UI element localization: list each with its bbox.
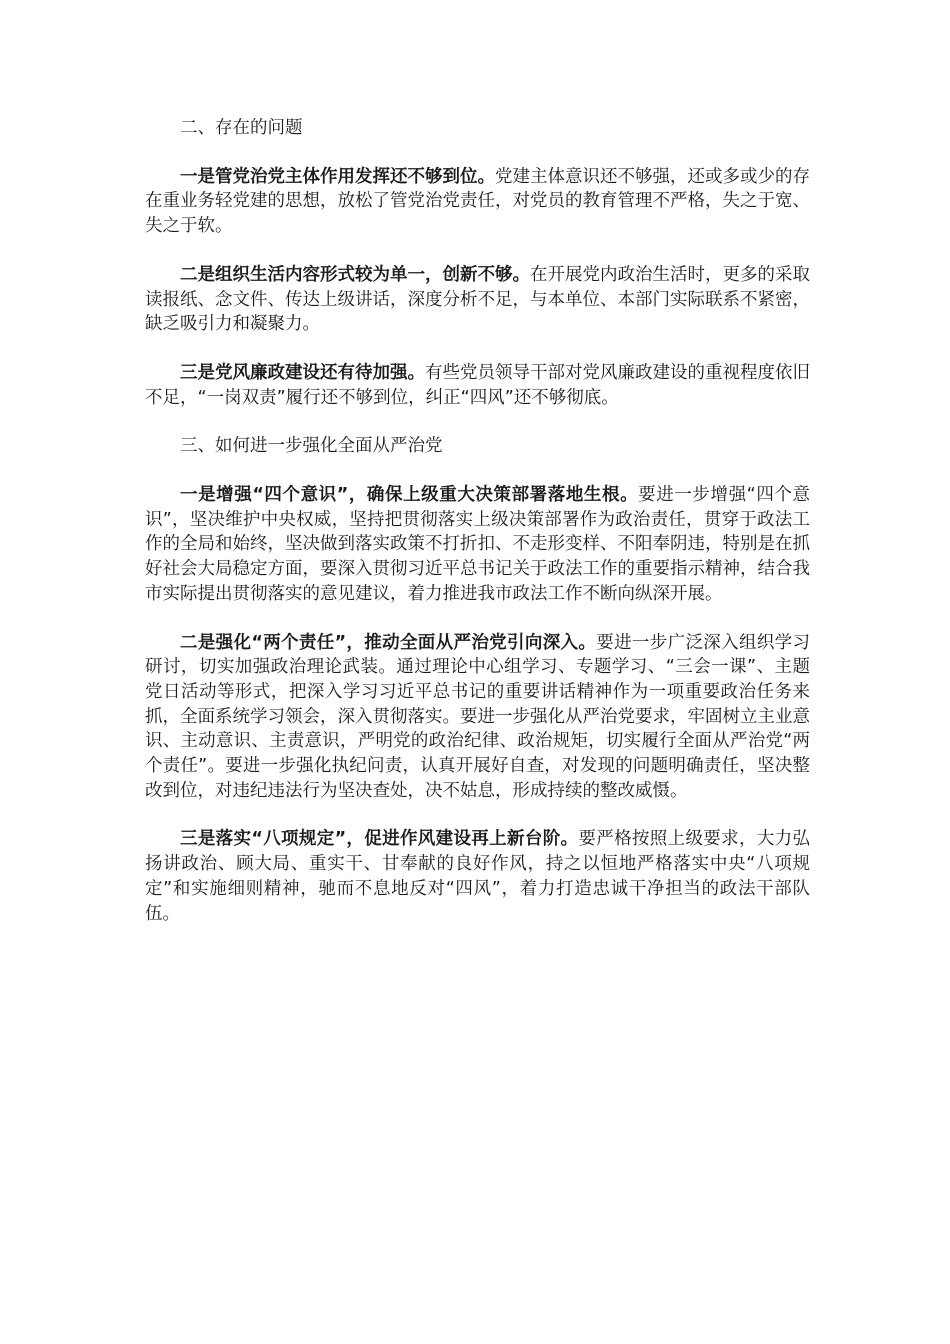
paragraph bbox=[145, 165, 810, 239]
paragraph-lead: 二是强化“两个责任”，推动全面从严治党引向深入。 bbox=[180, 632, 597, 653]
paragraph-body: 要严格按照上级要求，大力弘扬讲政治、顾大局、重实干、甘奉献的良好作风，持之以恒地严格落实中央“八项规定”和实施细则精神，驰而不息地反对“四风”，着力打造忠诚干净担当的政法干部队伍。 bbox=[145, 829, 810, 924]
section-heading: 二、存在的问题 bbox=[180, 118, 303, 138]
paragraph bbox=[145, 827, 810, 926]
paragraph-body: 有些党员领导干部对党风廉政建设的重视程度依旧不足，“一岗双责”履行还不够到位，纠正“四风”还不够彻底。 bbox=[145, 362, 810, 408]
section-heading: 三、如何进一步强化全面从严治党 bbox=[180, 436, 443, 457]
paragraph-lead: 一是管党治党主体作用发挥还不够到位。 bbox=[180, 166, 495, 187]
paragraph-lead: 二是组织生活内容形式较为单一，创新不够。 bbox=[180, 264, 530, 285]
paragraph-lead: 三是落实“八项规定”，促进作风建设再上新台阶。 bbox=[180, 829, 579, 850]
paragraph bbox=[145, 361, 810, 410]
paragraph-body: 要进一步广泛深入组织学习研讨，切实加强政治理论武装。通过理论中心组学习、专题学习、“三会一课”、主题党日活动等形式，把深入学习习近平总书记的重要讲话精神作为一项重要政治任务来抓，全面系统学习领会，深入贯彻落实。要进一步强化从严治党要求，牢固树立主业意识、主动意识、主责意识，严明党的政治纪律、政治规矩，切实履行全面从严治党“两个责任”。要进一步强化执纪问责，认真开展好自查，对发现的问题明确责任，坚决整改到位，对违纪违法行为坚决查处，决不姑息，形成持续的整改威慑。 bbox=[145, 632, 811, 801]
paragraph bbox=[145, 631, 810, 804]
paragraph bbox=[145, 263, 810, 337]
paragraph-body: 在开展党内政治生活时，更多的采取读报纸、念文件、传达上级讲话，深度分析不足，与本单位、本部门实际联系不紧密，缺乏吸引力和凝聚力。 bbox=[145, 264, 810, 335]
paragraph-body: 党建主体意识还不够强，还或多或少的存在重业务轻党建的思想，放松了管党治党责任，对党员的教育管理不严格，失之于宽、失之于软。 bbox=[145, 166, 810, 237]
paragraph bbox=[145, 483, 810, 607]
paragraph-lead: 一是增强“四个意识”，确保上级重大决策部署落地生根。 bbox=[180, 485, 639, 506]
document-body bbox=[145, 116, 810, 950]
paragraph-body: 要进一步增强“四个意识”，坚决维护中央权威，坚持把贯彻落实上级决策部署作为政治责任，贯穿于政法工作的全局和始终，坚决做到落实政策不打折扣、不走形变样、不阳奉阴违，特别是在抓好社会大局稳定方面，要深入贯彻习近平总书记关于政法工作的重要指示精神，结合我市实际提出贯彻落实的意见建议，着力推进我市政法工作不断向纵深开展。 bbox=[145, 485, 810, 604]
paragraph-lead: 三是党风廉政建设还有待加强。 bbox=[180, 362, 425, 383]
